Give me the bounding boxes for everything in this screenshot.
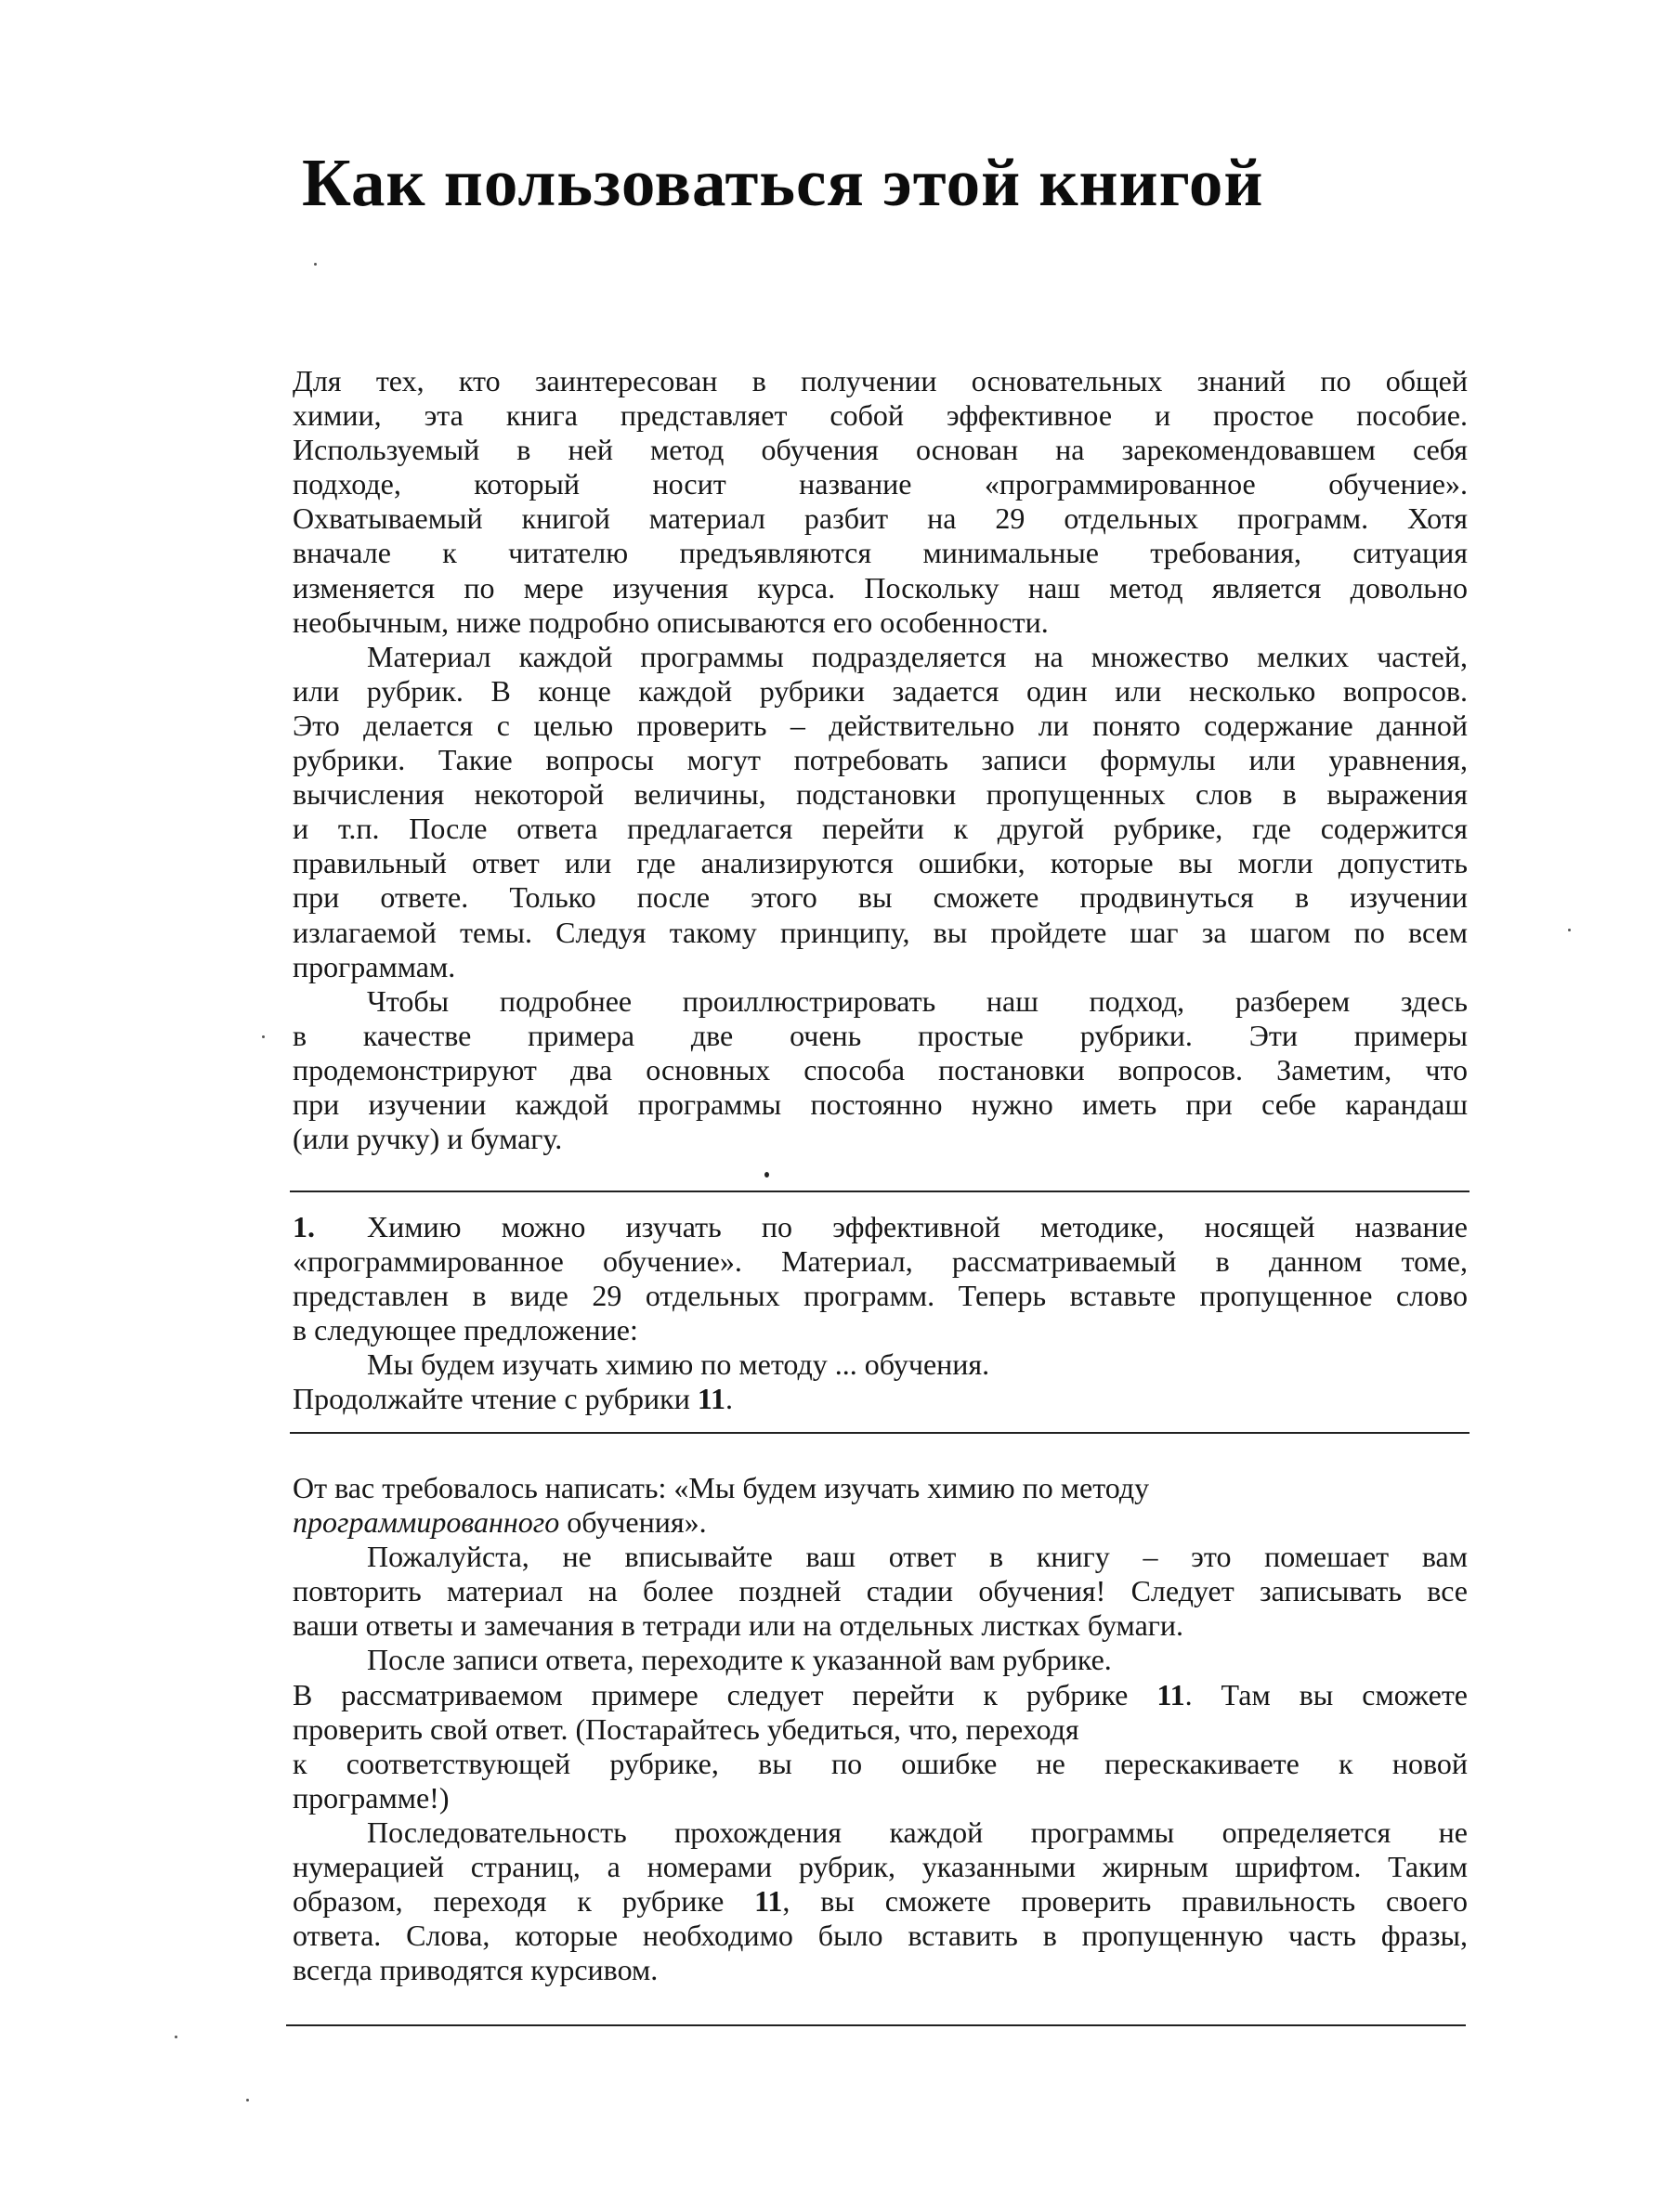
text-line: при изучении каждой программы постоянно нужно иметь при себе карандаш [293, 1086, 1468, 1121]
section-divider [290, 1432, 1470, 1434]
scan-speck [175, 2036, 177, 2038]
text-line: ваши ответы и замечания в тетради или на отдельных листках бумаги. [293, 1608, 1184, 1643]
frame-reference: 11 [754, 1884, 783, 1919]
intro-text [293, 364, 1468, 1156]
text-line: в качестве примера две очень простые рубрики. Эти примеры [293, 1018, 1468, 1052]
text-line: программе!) [293, 1780, 450, 1815]
frame-reference: 11 [1156, 1677, 1185, 1711]
text-line: рубрики. Такие вопросы могут потребовать записи формулы или уравнения, [293, 743, 1468, 777]
text-line: излагаемой темы. Следуя такому принципу, вы пройдете шаг за шагом по всем [293, 915, 1468, 949]
text-line: проверить свой ответ. (Постарайтесь убедиться, что, переходя [293, 1711, 1079, 1746]
text-line: вычисления некоторой величины, подстановки пропущенных слов в выражения [293, 777, 1468, 812]
text-line: 1. Химию можно изучать по эффективной методике, носящей название [293, 1210, 1468, 1243]
scan-speck [1568, 929, 1571, 931]
frame-number: 1. [293, 1210, 315, 1243]
text-line: в следующее предложение: [293, 1313, 638, 1347]
text-line: продемонстрируют два основных способа постановки вопросов. Заметим, что [293, 1052, 1468, 1086]
text-line: Это делается с целью проверить – действительно ли понято содержание данной [293, 708, 1468, 742]
text-line: После записи ответа, переходите к указанной вам рубрике. [367, 1643, 1112, 1677]
frame-reference: 11 [697, 1382, 726, 1416]
text-line: при ответе. Только после этого вы сможете продвинуться в изучении [293, 880, 1468, 915]
section-divider [290, 1191, 1470, 1192]
frame-answer [293, 1471, 1468, 1987]
text-line: необычным, ниже подробно описываются его особенности. [293, 605, 1049, 639]
text-line: Пожалуйста, не вписывайте ваш ответ в книгу – это помешает вам [367, 1540, 1468, 1574]
text-line: представлен в виде 29 отдельных программ. Теперь вставьте пропущенное слово [293, 1279, 1468, 1313]
text-line: или рубрик. В конце каждой рубрики задается один или несколько вопросов. [293, 673, 1468, 708]
scan-speck [262, 1035, 265, 1038]
text-line: повторить материал на более поздней стадии обучения! Следует записывать все [293, 1574, 1468, 1608]
text-line: Продолжайте чтение с рубрики 11. [293, 1382, 734, 1416]
text-line: всегда приводятся курсивом. [293, 1953, 659, 1987]
text-line: Для тех, кто заинтересован в получении основательных знаний по общей [293, 364, 1468, 397]
text-line: Мы будем изучать химию по методу ... обучения. [367, 1347, 990, 1382]
text-line: изменяется по мере изучения курса. Поскольку наш метод является довольно [293, 570, 1468, 605]
scan-speck [246, 2099, 249, 2101]
scan-speck [314, 263, 317, 266]
text-line: Чтобы подробнее проиллюстрировать наш подход, разберем здесь [367, 983, 1468, 1018]
text-line: нумерацией страниц, а номерами рубрик, указанными жирным шрифтом. Таким [293, 1850, 1468, 1884]
text-line: ответа. Слова, которые необходимо было вставить в пропущенную часть фразы, [293, 1919, 1468, 1953]
text-line: подходе, который носит название «программированное обучение». [293, 467, 1468, 501]
text-line: к соответствующей рубрике, вы по ошибке не перескакиваете к новой [293, 1746, 1468, 1780]
text-line: В рассматриваемом примере следует перейти к рубрике 11. Там вы сможете [293, 1677, 1469, 1711]
text-line: Последовательность прохождения каждой программы определяется не [367, 1815, 1468, 1849]
text-line: программированного обучения». [293, 1505, 707, 1540]
section-divider [286, 2024, 1466, 2026]
text-line: (или ручку) и бумагу. [293, 1122, 563, 1156]
page-title: Как пользоваться этой книгой [302, 145, 1264, 220]
text-line: и т.п. После ответа предлагается перейти к другой рубрике, где содержится [293, 812, 1468, 846]
text-line: образом, переходя к рубрике 11, вы сможете проверить правильность своего [293, 1884, 1468, 1919]
print-dot [764, 1172, 769, 1178]
text-line: «программированное обучение». Материал, рассматриваемый в данном томе, [293, 1244, 1468, 1279]
text-line: вначале к читателю предъявляются минимальные требования, ситуация [293, 536, 1468, 570]
text-line: правильный ответ или где анализируются ошибки, которые вы могли допустить [293, 846, 1468, 880]
frame-1 [293, 1210, 1468, 1417]
text-line: программам. [293, 949, 456, 983]
text-line: От вас требовалось написать: «Мы будем изучать химию по методу [293, 1471, 1150, 1504]
text-line: химии, эта книга представляет собой эффективное и простое пособие. [293, 398, 1468, 433]
italic-answer: программированного [293, 1505, 560, 1540]
text-line: Используемый в ней метод обучения основан на зарекомендовавшем себя [293, 433, 1468, 467]
text-line: Материал каждой программы подразделяется на множество мелких частей, [367, 639, 1468, 673]
text-line: Охватываемый книгой материал разбит на 29 отдельных программ. Хотя [293, 501, 1468, 536]
